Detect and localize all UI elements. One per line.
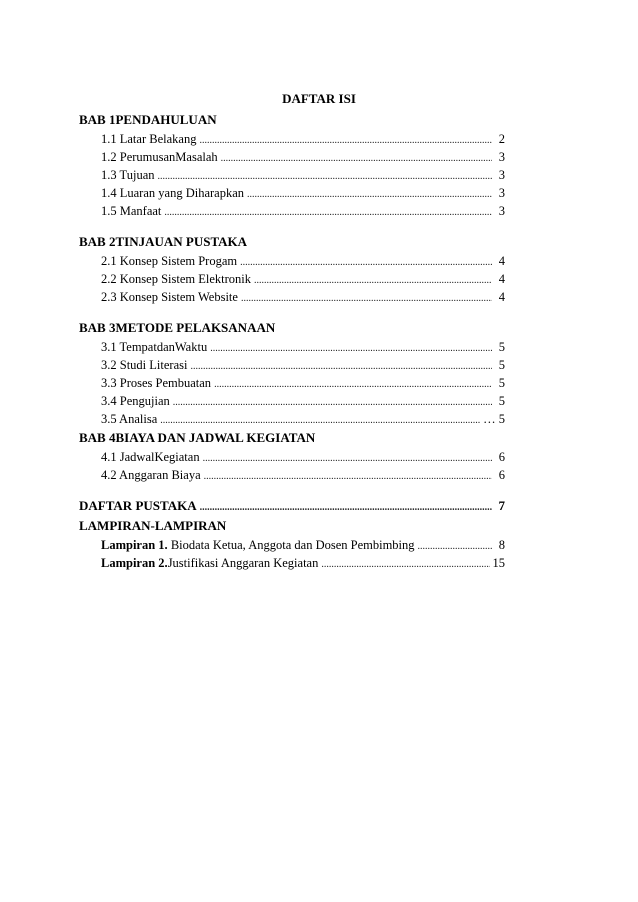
chapter-heading: BAB 2TINJAUAN PUSTAKA bbox=[79, 234, 248, 249]
lampiran-title: Justifikasi Anggaran Kegiatan bbox=[167, 556, 319, 570]
toc-entry-page: 3 bbox=[498, 186, 505, 200]
toc-entry-page: 5 bbox=[498, 340, 505, 354]
toc-entry-label: 1.5 Manfaat bbox=[101, 204, 162, 218]
toc-entry-page: … 5 bbox=[483, 412, 505, 426]
toc-entry bbox=[79, 148, 505, 166]
toc-entry bbox=[79, 466, 505, 484]
toc-entry-page: 3 bbox=[498, 150, 505, 164]
toc-entry-label: 4.2 Anggaran Biaya bbox=[101, 468, 201, 482]
toc-entry-page: 4 bbox=[498, 272, 505, 286]
toc-entry-page: 15 bbox=[492, 556, 505, 570]
chapter-heading: BAB 3METODE PELAKSANAAN bbox=[79, 320, 276, 335]
toc-entry-page: 3 bbox=[498, 204, 505, 218]
toc-entry-page: 4 bbox=[498, 290, 505, 304]
toc-entry-label: 1.3 Tujuan bbox=[101, 168, 155, 182]
dot-leader bbox=[203, 450, 492, 468]
dot-leader bbox=[210, 340, 492, 358]
page-title: DAFTAR ISI bbox=[282, 91, 356, 106]
dot-leader bbox=[164, 204, 492, 222]
toc-entry bbox=[79, 252, 505, 270]
dot-leader bbox=[418, 538, 492, 556]
toc-entry bbox=[79, 202, 505, 220]
toc-entry bbox=[79, 270, 505, 288]
chapter-heading: BAB 4BIAYA DAN JADWAL KEGIATAN bbox=[79, 430, 316, 445]
lampiran-prefix: Lampiran 1. bbox=[101, 538, 168, 552]
toc-entry-label: 2.2 Konsep Sistem Elektronik bbox=[101, 272, 251, 286]
dot-leader bbox=[199, 132, 492, 150]
toc-entry-page: 7 bbox=[498, 498, 505, 513]
toc-entry bbox=[79, 374, 505, 392]
toc-entry-label: 1.2 PerumusanMasalah bbox=[101, 150, 218, 164]
toc-entry-label: 4.1 JadwalKegiatan bbox=[101, 450, 200, 464]
lampiran-prefix: Lampiran 2. bbox=[101, 556, 168, 570]
toc-entry bbox=[79, 356, 505, 374]
toc-entry bbox=[79, 410, 505, 428]
chapter-heading: BAB 1PENDAHULUAN bbox=[79, 112, 217, 127]
toc-entry bbox=[79, 184, 505, 202]
toc-entry-label: 1.4 Luaran yang Diharapkan bbox=[101, 186, 244, 200]
dot-leader bbox=[204, 468, 492, 486]
toc-entry-page: 5 bbox=[498, 376, 505, 390]
toc-entry-page: 8 bbox=[498, 538, 505, 552]
toc-entry-label: 3.1 TempatdanWaktu bbox=[101, 340, 208, 354]
toc-entry bbox=[79, 448, 505, 466]
toc-entry bbox=[79, 338, 505, 356]
dot-leader bbox=[190, 358, 492, 376]
toc-entry-label: 3.5 Analisa bbox=[101, 412, 158, 426]
toc-entry-label: 3.3 Proses Pembuatan bbox=[101, 376, 212, 390]
dot-leader bbox=[240, 254, 492, 272]
toc-entry-label: 2.1 Konsep Sistem Progam bbox=[101, 254, 238, 268]
dot-leader bbox=[321, 556, 489, 574]
dot-leader bbox=[200, 498, 492, 518]
toc-entry bbox=[79, 392, 505, 410]
dot-leader bbox=[173, 394, 492, 412]
toc-entry-page: 5 bbox=[498, 358, 505, 372]
toc-entry bbox=[79, 130, 505, 148]
toc-entry-page: 2 bbox=[498, 132, 505, 146]
dot-leader bbox=[214, 376, 492, 394]
toc-entry-page: 3 bbox=[498, 168, 505, 182]
toc-entry-daftar-pustaka bbox=[79, 496, 505, 516]
toc-entry-page: 5 bbox=[498, 394, 505, 408]
toc-entry-label bbox=[101, 554, 318, 572]
dot-leader bbox=[241, 290, 492, 308]
dot-leader bbox=[221, 150, 492, 168]
toc-entry-label: 3.2 Studi Literasi bbox=[101, 358, 188, 372]
toc-entry-label: 3.4 Pengujian bbox=[101, 394, 170, 408]
toc-entry-label: 1.1 Latar Belakang bbox=[101, 132, 197, 146]
toc-entry bbox=[79, 554, 505, 572]
toc-entry-page: 6 bbox=[498, 450, 505, 464]
toc-entry-label: 2.3 Konsep Sistem Website bbox=[101, 290, 238, 304]
lampiran-title: Biodata Ketua, Anggota dan Dosen Pembimbing bbox=[167, 538, 415, 552]
toc-entry bbox=[79, 536, 505, 554]
chapter-heading: LAMPIRAN-LAMPIRAN bbox=[79, 518, 227, 533]
toc-entry-page: 6 bbox=[498, 468, 505, 482]
dot-leader bbox=[254, 272, 492, 290]
toc-entry-page: 4 bbox=[498, 254, 505, 268]
toc-entry-label: DAFTAR PUSTAKA bbox=[79, 498, 197, 513]
toc-entry bbox=[79, 288, 505, 306]
dot-leader bbox=[247, 186, 492, 204]
toc-entry-label bbox=[101, 536, 415, 554]
toc-entry bbox=[79, 166, 505, 184]
table-of-contents bbox=[79, 110, 505, 572]
